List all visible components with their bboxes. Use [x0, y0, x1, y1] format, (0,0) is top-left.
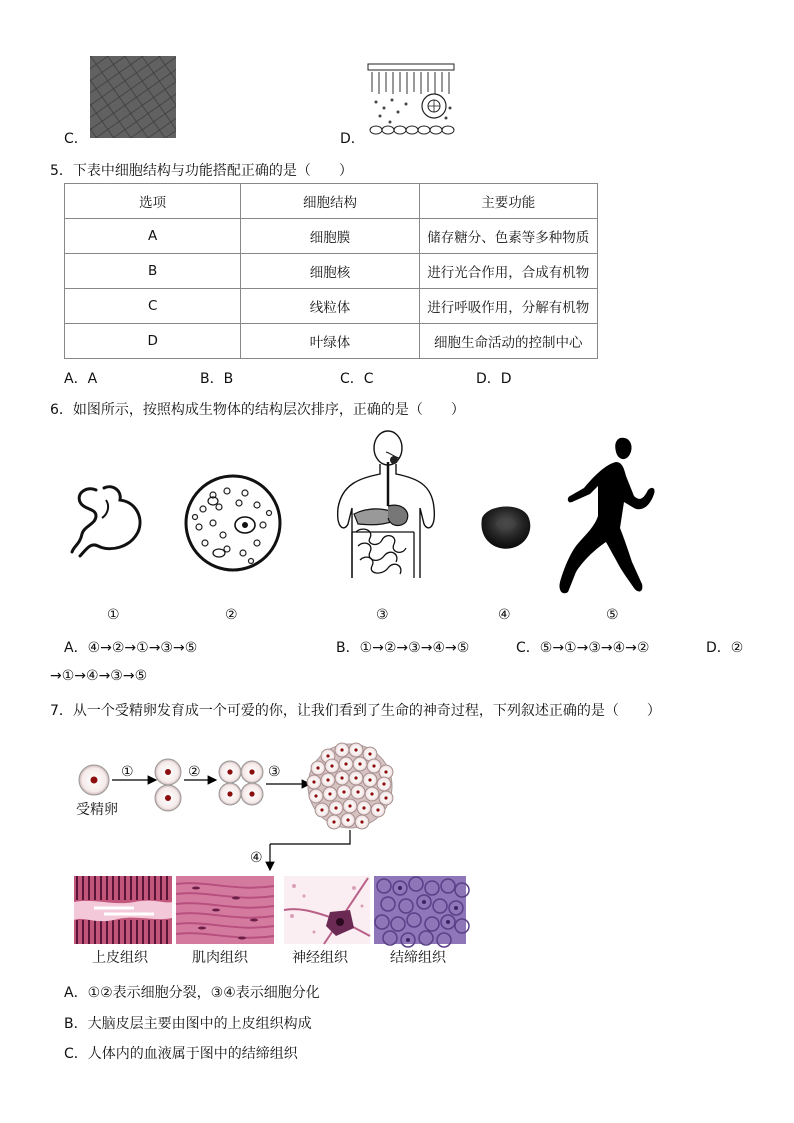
option-d-label: D． [340, 131, 365, 147]
tissue-label-epithelial: 上皮组织 [92, 950, 148, 966]
nervous-tissue-image [284, 876, 370, 944]
cell-development-diagram [60, 734, 480, 874]
q5-question: 5．下表中细胞结构与功能搭配正确的是（ ） [50, 163, 353, 179]
step-label-1: ① [121, 764, 134, 780]
q7-question: 7．从一个受精卵发育成一个可爱的你，让我们看到了生命的神奇过程，下列叙述正确的是（ ） [50, 703, 661, 719]
q5-table [64, 183, 598, 359]
step-label-3: ③ [268, 764, 281, 780]
table-cell: C [65, 289, 241, 324]
header-structure: 细胞结构 [241, 184, 419, 219]
digestive-system-image [330, 428, 440, 590]
q6-question: 6．如图所示，按照构成生物体的结构层次排序，正确的是（ ） [50, 402, 465, 418]
connective-tissue-image [374, 876, 466, 944]
red-blood-cell-image [474, 500, 534, 552]
q7-option-c[interactable]: C．人体内的血液属于图中的结缔组织 [64, 1046, 298, 1062]
zygote-label: 受精卵 [76, 802, 118, 818]
q6-option-b[interactable]: B．①→②→③→④→⑤ [336, 640, 470, 656]
table-cell: 线粒体 [241, 289, 419, 324]
tissue-label-connective: 结缔组织 [390, 950, 446, 966]
tissue-label-nervous: 神经组织 [292, 950, 348, 966]
q5-option-d[interactable]: D．D [476, 371, 512, 387]
q6-label-1: ① [107, 607, 120, 623]
table-row [65, 254, 598, 289]
leaf-cross-section-drawing [366, 62, 456, 138]
q6-option-c[interactable]: C．⑤→①→③→④→② [516, 640, 650, 656]
epithelial-tissue-image [74, 876, 172, 944]
table-cell: B [65, 254, 241, 289]
q6-option-a[interactable]: A．④→②→①→③→⑤ [64, 640, 198, 656]
q7-option-b[interactable]: B．大脑皮层主要由图中的上皮组织构成 [64, 1016, 312, 1032]
q6-label-2: ② [225, 607, 238, 623]
stomach-organ-image [66, 484, 146, 560]
cell-image [183, 473, 283, 573]
table-cell: 叶绿体 [241, 324, 419, 359]
muscle-tissue-image [176, 876, 274, 944]
q5-option-a[interactable]: A．A [64, 371, 98, 387]
table-cell: 细胞生命活动的控制中心 [419, 324, 597, 359]
step-label-2: ② [188, 764, 201, 780]
table-cell: A [65, 219, 241, 254]
table-row [65, 324, 598, 359]
q5-option-c[interactable]: C．C [340, 371, 374, 387]
step-label-4: ④ [250, 850, 263, 866]
leaf-epidermis-micrograph [90, 56, 176, 138]
running-person-silhouette [554, 432, 658, 598]
option-c-label: C． [64, 131, 88, 147]
q7-option-a[interactable]: A．①②表示细胞分裂，③④表示细胞分化 [64, 985, 320, 1001]
table-cell: 细胞膜 [241, 219, 419, 254]
q6-option-d[interactable]: D．② [706, 640, 744, 656]
table-cell: D [65, 324, 241, 359]
table-cell: 进行呼吸作用，分解有机物 [419, 289, 597, 324]
table-cell: 储存糖分、色素等多种物质 [419, 219, 597, 254]
header-option: 选项 [65, 184, 241, 219]
table-header-row [65, 184, 598, 219]
table-row [65, 289, 598, 324]
q6-option-d-continued[interactable]: →①→④→③→⑤ [50, 668, 148, 684]
q6-label-5: ⑤ [606, 607, 619, 623]
q6-label-3: ③ [376, 607, 389, 623]
q5-option-b[interactable]: B．B [200, 371, 234, 387]
table-row [65, 219, 598, 254]
table-cell: 细胞核 [241, 254, 419, 289]
table-cell: 进行光合作用，合成有机物 [419, 254, 597, 289]
q6-label-4: ④ [498, 607, 511, 623]
tissue-label-muscle: 肌肉组织 [192, 950, 248, 966]
header-function: 主要功能 [419, 184, 597, 219]
